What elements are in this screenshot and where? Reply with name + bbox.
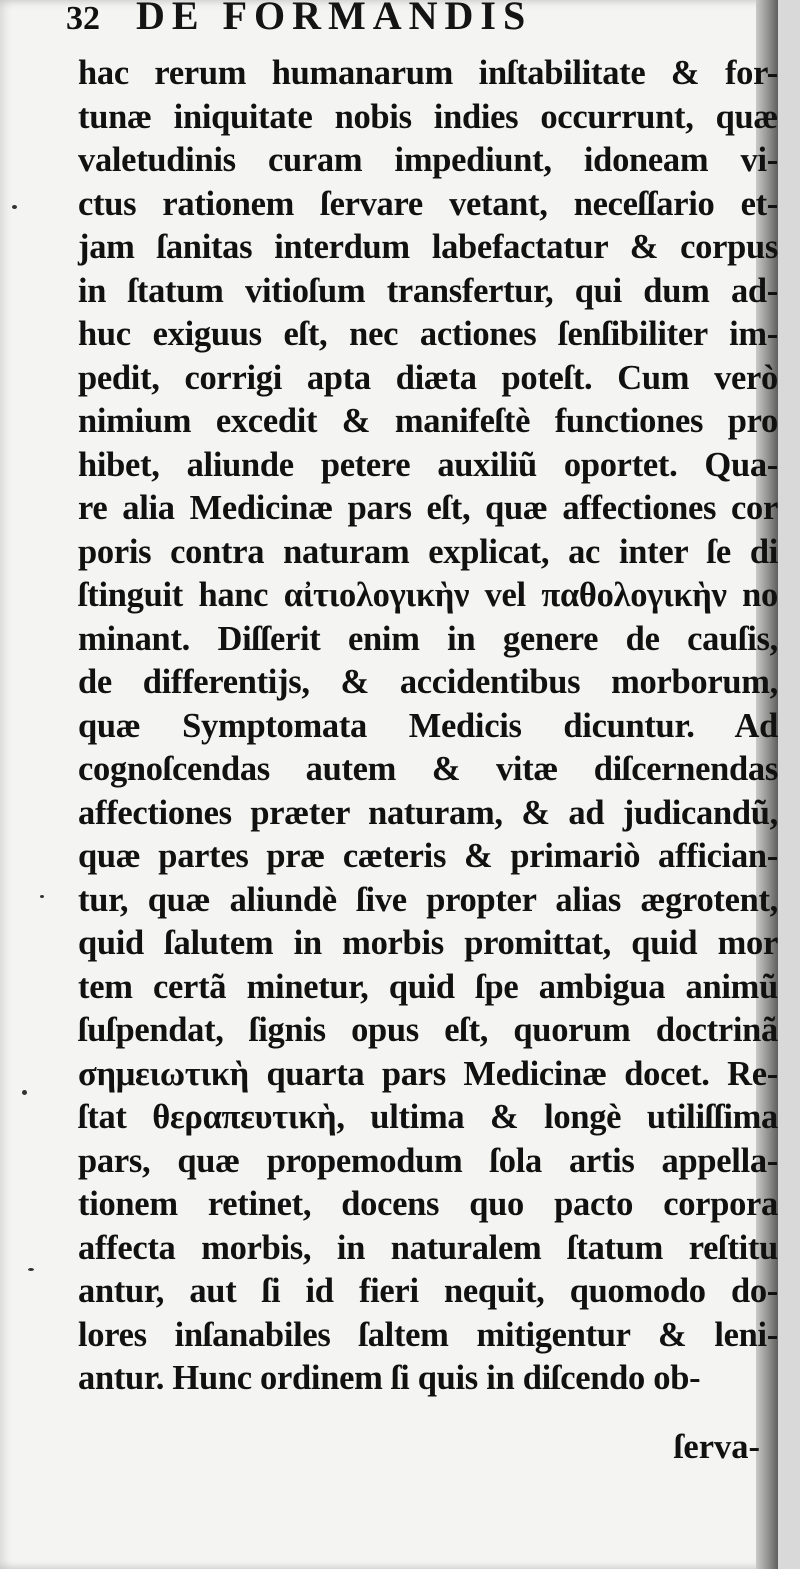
text-line: pedit, corrigi apta diæta poteſt. Cum verò <box>78 358 778 397</box>
ink-speck <box>28 1268 34 1271</box>
text-line: minant. Diſſerit enim in genere de cauſis, <box>78 619 778 658</box>
text-line: antur. Hunc ordinem ſi quis in diſcendo ob- <box>78 1359 701 1397</box>
text-line: re alia Medicinæ pars eſt, quæ affectiones cor <box>78 489 778 527</box>
body-text <box>78 52 778 1401</box>
text-line: in ſtatum vitioſum transfertur, qui dum ad- <box>78 271 778 310</box>
text-line: huc exiguus eſt, nec actiones ſenſibiliter im- <box>78 315 778 353</box>
ink-speck <box>12 205 17 209</box>
text-line: hibet, aliunde petere auxiliũ oportet. Qua- <box>78 445 778 484</box>
text-line: ſuſpendat, ſignis opus eſt, quorum doctrinã <box>78 1011 778 1049</box>
page-number: 32 <box>66 0 100 37</box>
text-line: affectiones præter naturam, & ad judicandũ, <box>78 793 778 832</box>
text-line: jam ſanitas interdum labefactatur & corpus <box>78 228 778 266</box>
text-line: σημειωτικὴ quarta pars Medicinæ docet. Re- <box>78 1054 778 1093</box>
text-line: ſtat θεραπευτικὴ, ultima & longè utiliſſima <box>78 1098 778 1136</box>
text-line: antur, aut ſi id fieri nequit, quomodo do- <box>78 1272 778 1310</box>
text-line: affecta morbis, in naturalem ſtatum reſtitu <box>78 1228 778 1267</box>
text-line: poris contra naturam explicat, ac inter ſe di <box>78 532 778 571</box>
text-line: tionem retinet, docens quo pacto corpora <box>78 1185 778 1223</box>
text-line: quæ partes præ cæteris & primariò affician- <box>78 837 778 875</box>
text-line: quid ſalutem in morbis promittat, quid mor <box>78 924 778 962</box>
text-line: cognoſcendas autem & vitæ diſcernendas <box>78 750 778 788</box>
ink-speck <box>22 1090 27 1095</box>
text-line: tem certã minetur, quid ſpe ambigua animũ <box>78 967 778 1006</box>
text-line: de differentijs, & accidentibus morborum, <box>78 663 778 701</box>
text-line: ctus rationem ſervare vetant, neceſſario et- <box>78 184 778 223</box>
ink-speck <box>40 895 44 898</box>
text-line: valetudinis curam impediunt, idoneam vi- <box>78 141 778 179</box>
text-line: tunæ iniquitate nobis indies occurrunt, quæ <box>78 97 778 136</box>
text-line: quæ Symptomata Medicis dicuntur. Ad <box>78 706 778 745</box>
text-line: ſtinguit hanc αἰτιολογικὴν vel παθολογικὴν no <box>78 576 778 614</box>
catchword: ſerva- <box>673 1428 760 1466</box>
text-line: pars, quæ propemodum ſola artis appella- <box>78 1141 778 1180</box>
page-header <box>66 0 676 40</box>
text-line: nimium excedit & manifeſtè functiones pro <box>78 402 778 440</box>
text-line: tur, quæ aliundè ſive propter alias ægrotent, <box>78 880 778 919</box>
text-line: hac rerum humanarum inſtabilitate & for- <box>78 54 778 92</box>
running-head: DE FORMANDIS <box>136 0 533 38</box>
text-line: lores inſanabiles ſaltem mitigentur & leni- <box>78 1315 778 1354</box>
